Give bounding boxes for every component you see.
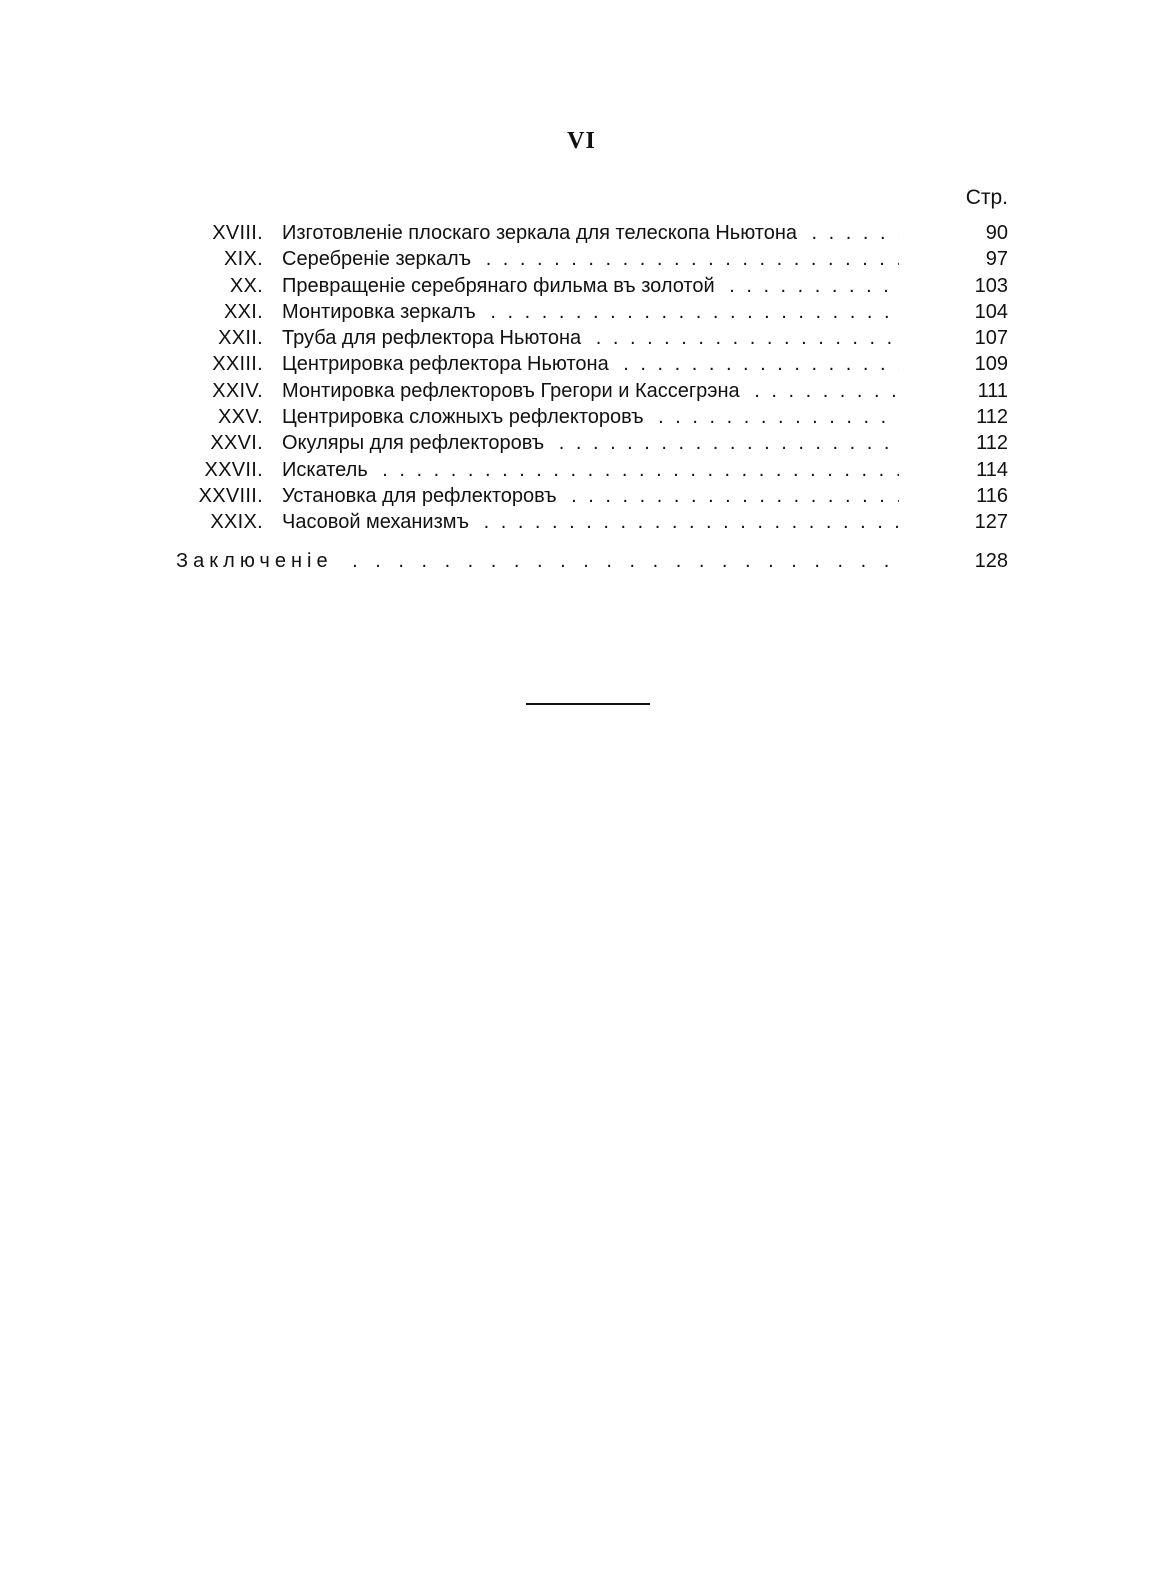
chapter-number: XIX.: [224, 248, 263, 271]
chapter-page: 116: [976, 484, 1008, 507]
chapter-title: Установка для рефлекторовъ: [282, 485, 563, 507]
toc-row[interactable]: [0, 430, 1163, 456]
chapter-page: 127: [974, 511, 1008, 534]
chapter-title: Серебреніе зеркалъ: [282, 248, 477, 270]
toc-row[interactable]: [0, 220, 1163, 246]
chapter-page: 112: [976, 432, 1008, 455]
conclusion-page: 128: [974, 550, 1008, 572]
chapter-title: Центрировка рефлектора Ньютона: [282, 353, 615, 375]
toc-row[interactable]: [0, 273, 1163, 299]
conclusion-title: Заключеніе: [176, 550, 333, 572]
page-column-label: Стр.: [965, 186, 1008, 209]
toc-row[interactable]: [0, 246, 1163, 272]
chapter-title: Изготовленіе плоскаго зеркала для телескопа Ньютона: [282, 222, 803, 244]
chapter-number: XXVII.: [204, 458, 263, 481]
page-number: VI: [567, 128, 596, 154]
toc-row[interactable]: [0, 457, 1163, 483]
toc-row[interactable]: [0, 483, 1163, 509]
table-of-contents: [0, 220, 1163, 536]
chapter-page: 97: [985, 248, 1008, 271]
chapter-page: 107: [974, 327, 1008, 350]
chapter-number: XXVIII.: [198, 484, 263, 507]
toc-row[interactable]: [0, 378, 1163, 404]
chapter-number: XXV.: [218, 406, 263, 429]
chapter-title: Труба для рефлектора Ньютона: [282, 327, 587, 349]
chapter-title: Центрировка сложныхъ рефлекторовъ: [282, 406, 650, 428]
end-rule: [526, 703, 650, 705]
chapter-number: XX.: [229, 274, 263, 297]
toc-row[interactable]: [0, 325, 1163, 351]
toc-row[interactable]: [0, 509, 1163, 535]
toc-row[interactable]: [0, 404, 1163, 430]
chapter-page: 109: [974, 353, 1008, 376]
chapter-page: 104: [974, 300, 1008, 323]
conclusion-row[interactable]: [0, 547, 1163, 575]
chapter-number: XVIII.: [212, 222, 263, 244]
chapter-number: XXI.: [224, 300, 263, 323]
chapter-number: XXII.: [218, 327, 263, 350]
toc-row[interactable]: [0, 299, 1163, 325]
chapter-page: 103: [974, 274, 1008, 297]
toc-row[interactable]: [0, 351, 1163, 377]
chapter-title: Монтировка рефлекторовъ Грегори и Кассегрэна: [282, 380, 746, 402]
chapter-number: XXIX.: [210, 511, 263, 534]
chapter-page: 90: [985, 222, 1008, 244]
chapter-title: Монтировка зеркалъ: [282, 301, 482, 323]
chapter-page: 111: [977, 379, 1008, 402]
chapter-page: 112: [976, 406, 1008, 429]
chapter-title: Окуляры для рефлекторовъ: [282, 432, 550, 454]
chapter-page: 114: [976, 458, 1008, 481]
chapter-number: XXIV.: [212, 379, 263, 402]
chapter-title: Часовой механизмъ: [282, 511, 475, 533]
chapter-number: XXVI.: [210, 432, 263, 455]
chapter-title: Искатель: [282, 459, 374, 481]
chapter-title: Превращеніе серебрянаго фильма въ золотой: [282, 275, 721, 297]
chapter-number: XXIII.: [212, 353, 263, 376]
